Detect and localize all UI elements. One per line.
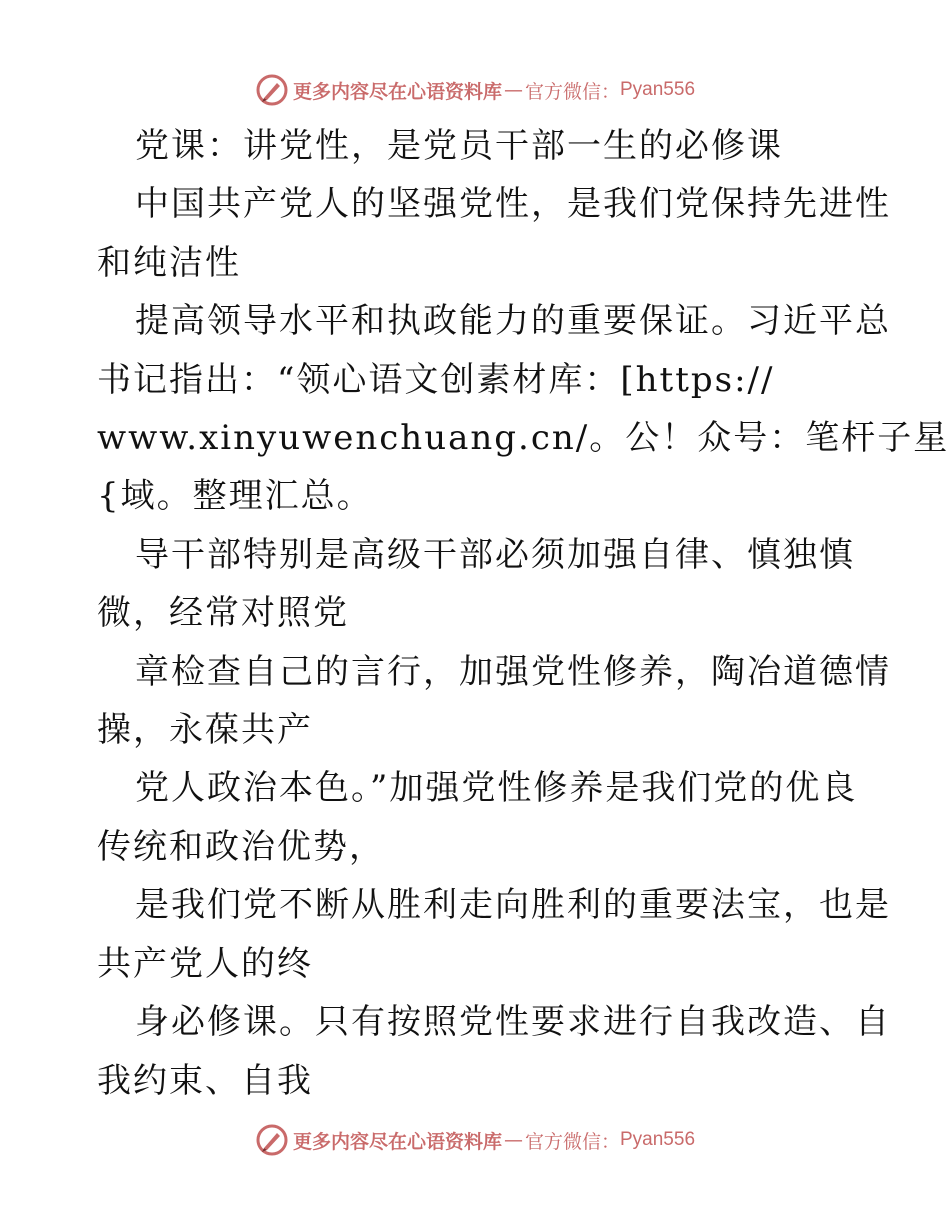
paragraph-line: 中国共产党人的坚强党性，是我们党保持先进性	[135, 184, 891, 225]
footer-banner	[0, 1120, 950, 1160]
footer-separator: —	[503, 1129, 523, 1151]
footer-wechat-label: 官方微信：	[524, 1130, 620, 1153]
pen-logo-icon	[255, 73, 289, 107]
paragraph-line: 提高领导水平和执政能力的重要保证。习近平总	[135, 301, 891, 342]
paragraph-line: 传统和政治优势，	[97, 826, 385, 867]
paragraph-line: 导干部特别是高级干部必须加强自律、慎独慎	[135, 534, 855, 575]
document-body	[97, 117, 950, 1110]
paragraph-line: 书记指出：“领心语文创素材库：[https://	[97, 359, 775, 400]
header-wechat-id: Pyan556	[620, 79, 696, 100]
paragraph-line: www.xinyuwenchuang.cn/。公！众号：笔杆子星	[97, 418, 950, 459]
header-banner	[0, 70, 950, 110]
paragraph-line: 共产党人的终	[97, 943, 313, 984]
paragraph-line: 党人政治本色。”加强党性修养是我们党的优良	[135, 768, 858, 809]
paragraph-line: 是我们党不断从胜利走向胜利的重要法宝，也是	[135, 885, 891, 926]
header-wechat-label: 官方微信：	[524, 80, 620, 103]
paragraph-line: 和纯洁性	[97, 242, 241, 283]
paragraph-line: 操，永葆共产	[97, 710, 313, 751]
paragraph-line: 章检查自己的言行，加强党性修养，陶冶道德情	[135, 651, 891, 692]
footer-wechat-id: Pyan556	[620, 1129, 696, 1150]
document-title: 党课：讲党性，是党员干部一生的必修课	[135, 126, 783, 166]
paragraph-line: 我约束、自我	[97, 1060, 313, 1101]
header-separator: —	[503, 79, 523, 101]
paragraph-line: {域。整理汇总。	[97, 476, 373, 517]
header-site-text: 更多内容尽在心语资料库	[292, 80, 502, 103]
pen-logo-icon	[255, 1123, 289, 1157]
footer-site-text: 更多内容尽在心语资料库	[292, 1130, 502, 1153]
paragraph-line: 微，经常对照党	[97, 593, 349, 634]
paragraph-line: 身必修课。只有按照党性要求进行自我改造、自	[135, 1002, 891, 1043]
